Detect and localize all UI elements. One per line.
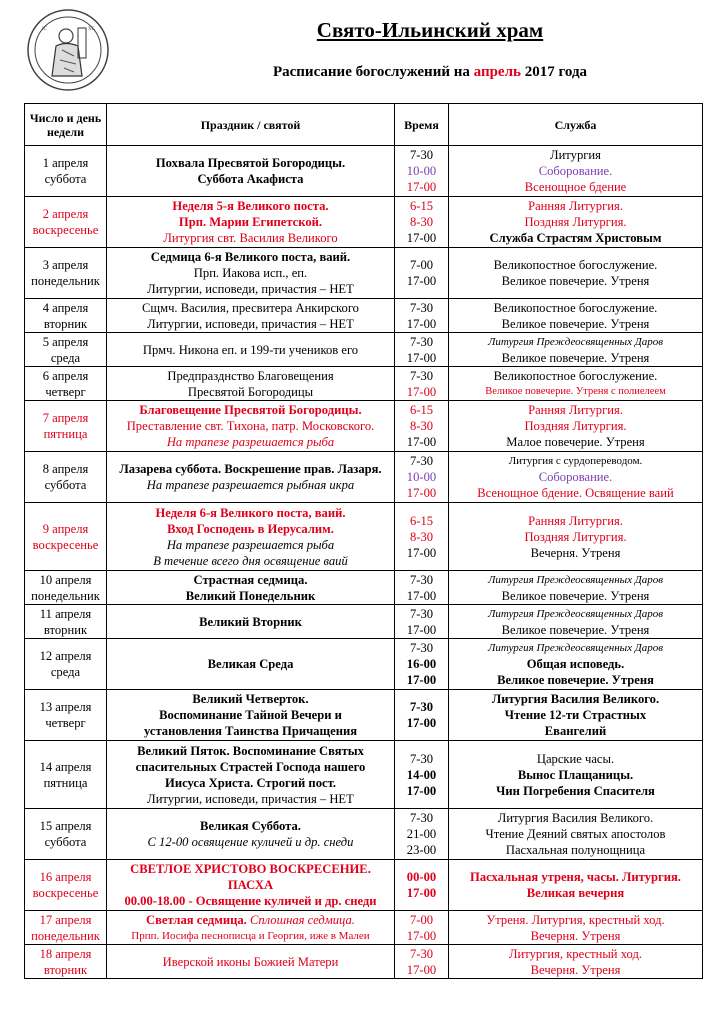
date-cell-line: 16 апреля xyxy=(39,870,92,884)
service-cell-line: Поздняя Литургия. xyxy=(524,215,627,229)
table-row xyxy=(25,248,703,299)
time-cell xyxy=(395,146,449,197)
time-cell xyxy=(395,367,449,401)
time-cell-line: 17-00 xyxy=(406,316,437,331)
service-cell-line: Великое повечерие. Утреня xyxy=(501,588,650,603)
feast-cell-line: СВЕТЛОЕ ХРИСТОВО ВОСКРЕСЕНИЕ. xyxy=(130,862,371,876)
table-row xyxy=(25,197,703,248)
time-cell-line: 17-00 xyxy=(406,545,437,560)
feast-cell xyxy=(107,690,395,741)
feast-cell-line: Иисуса Христа. Строгий пост. xyxy=(165,775,336,790)
time-cell xyxy=(395,741,449,809)
date-cell-line: понедельник xyxy=(31,588,100,603)
date-cell-line: 6 апреля xyxy=(42,368,89,383)
service-cell-line: Великое повечерие. Утреня xyxy=(501,350,650,365)
feast-cell-line: Литургии, исповеди, причастия – НЕТ xyxy=(147,316,354,331)
feast-cell-line: Великий Четверток. xyxy=(192,692,309,706)
service-cell-line: Поздняя Литургия. xyxy=(524,529,627,544)
service-cell-line: Литургия Преждеосвященных Даров xyxy=(487,642,664,654)
time-cell-line: 10-00 xyxy=(406,164,437,178)
service-cell xyxy=(449,741,703,809)
date-cell-line: 18 апреля xyxy=(39,946,92,961)
feast-cell-line: спасительных Страстей Господа нашего xyxy=(135,759,366,774)
time-cell xyxy=(395,401,449,452)
time-cell xyxy=(395,248,449,299)
time-cell-line: 7-30 xyxy=(409,334,434,349)
table-row xyxy=(25,690,703,741)
feast-cell-line: Пресвятой Богородицы xyxy=(187,384,314,399)
service-cell-line: Литургия, крестный ход. xyxy=(508,946,642,961)
date-cell-line: воскресенье xyxy=(32,537,99,552)
time-cell-line: 14-00 xyxy=(406,767,437,782)
service-cell-line: Литургия Преждеосвященных Даров xyxy=(487,335,664,348)
time-cell xyxy=(395,639,449,690)
service-cell-line: Всенощное бдение xyxy=(524,180,627,194)
feast-cell-line: Великая Среда xyxy=(207,657,294,671)
feast-cell xyxy=(107,639,395,690)
feast-cell-line: Прп. Иакова исп., еп. xyxy=(193,266,308,280)
table-row xyxy=(25,741,703,809)
table-row xyxy=(25,605,703,639)
service-cell-line: Ранняя Литургия. xyxy=(528,513,623,528)
date-cell xyxy=(25,299,107,333)
feast-cell xyxy=(107,367,395,401)
time-cell-line: 17-00 xyxy=(406,350,437,365)
time-cell-line: 7-30 xyxy=(409,572,434,587)
time-cell xyxy=(395,197,449,248)
date-cell xyxy=(25,248,107,299)
feast-cell-line: Предпразднство Благовещения xyxy=(167,368,334,383)
feast-cell-line: Иверской иконы Божией Матери xyxy=(162,954,339,969)
service-cell-line: Литургия Преждеосвященных Даров xyxy=(487,573,664,586)
feast-cell-line: На трапезе разрешается рыба xyxy=(166,537,335,552)
date-cell xyxy=(25,945,107,979)
table-row xyxy=(25,401,703,452)
table-row xyxy=(25,452,703,503)
date-cell-line: 13 апреля xyxy=(39,700,92,714)
feast-cell xyxy=(107,503,395,571)
service-cell xyxy=(449,860,703,911)
feast-cell xyxy=(107,860,395,911)
time-cell-line: 17-00 xyxy=(406,588,437,603)
feast-cell-line: Прп. Марии Египетской. xyxy=(178,215,323,229)
page-title: Свято-Ильинский храм xyxy=(316,18,544,42)
time-cell-line: 17-00 xyxy=(406,962,437,977)
service-cell-line: Литургия Василия Великого. xyxy=(497,811,654,825)
feast-cell-line: Благовещение Пресвятой Богородицы. xyxy=(139,403,362,417)
feast-cell-line: Великий Пяток. Воспоминание Святых xyxy=(137,743,364,758)
service-cell-line: Всенощное бдение. Освящение ваий xyxy=(477,486,674,500)
service-cell-line: Евангелий xyxy=(544,724,607,738)
time-cell-line: 16-00 xyxy=(406,657,437,671)
feast-cell-line: 00.00-18.00 - Освящение куличей и др. снеди xyxy=(124,894,377,908)
time-cell-line: 17-00 xyxy=(406,180,437,194)
time-cell-line: 00-00 xyxy=(406,870,437,884)
feast-cell-line: На трапезе разрешается рыба xyxy=(166,435,335,449)
time-cell xyxy=(395,605,449,639)
feast-cell-line: Прпп. Иосифа песнописца и Георгия, иже в Малеи xyxy=(131,929,370,942)
service-cell xyxy=(449,299,703,333)
service-cell-line: Литургия с сурдопереводом. xyxy=(508,455,643,467)
feast-cell-line: установления Таинства Причащения xyxy=(143,724,358,738)
time-cell-line: 17-00 xyxy=(406,435,437,449)
service-cell-line: Великопостное богослужение. xyxy=(493,300,658,315)
service-cell-line: Чтение 12-ти Страстных xyxy=(504,708,647,722)
date-cell-line: 9 апреля xyxy=(42,521,89,536)
date-cell-line: вторник xyxy=(43,622,88,637)
date-cell-line: вторник xyxy=(43,316,88,331)
service-cell-line: Литургия Василия Великого. xyxy=(491,692,660,706)
time-cell-line: 17-00 xyxy=(406,486,437,500)
table-row xyxy=(25,299,703,333)
service-cell xyxy=(449,639,703,690)
svg-text:IC: IC xyxy=(42,27,47,32)
table-row xyxy=(25,809,703,860)
time-cell-line: 17-00 xyxy=(406,886,437,900)
service-cell-line: Утреня. Литургия, крестный ход. xyxy=(486,912,665,927)
date-cell-line: 12 апреля xyxy=(39,649,92,663)
feast-cell xyxy=(107,452,395,503)
date-cell xyxy=(25,367,107,401)
time-cell-line: 6-15 xyxy=(409,513,434,528)
time-cell-line: 7-30 xyxy=(409,454,434,468)
church-seal-logo xyxy=(26,8,110,92)
date-cell-line: суббота xyxy=(44,835,87,849)
date-cell-line: 2 апреля xyxy=(42,207,89,221)
feast-cell xyxy=(107,401,395,452)
schedule-body xyxy=(25,146,703,979)
feast-cell xyxy=(107,911,395,945)
feast-cell xyxy=(107,333,395,367)
date-cell-line: 5 апреля xyxy=(42,334,89,349)
service-cell xyxy=(449,367,703,401)
time-cell-line: 17-00 xyxy=(406,622,437,637)
time-cell-line: 8-30 xyxy=(409,529,434,544)
service-cell-line: Великое повечерие. Утреня xyxy=(497,673,654,687)
time-cell-line: 8-30 xyxy=(409,215,434,229)
page-subtitle xyxy=(200,64,660,81)
date-cell xyxy=(25,809,107,860)
subtitle-prefix: Расписание богослужений на xyxy=(272,64,474,80)
time-cell-line: 17-00 xyxy=(406,783,437,798)
service-cell-line: Царские часы. xyxy=(536,751,615,766)
table-row xyxy=(25,333,703,367)
feast-cell-line: Воспоминание Тайной Вечери и xyxy=(159,708,342,722)
service-cell-line: Служба Страстям Христовым xyxy=(489,231,662,245)
time-cell-line: 8-30 xyxy=(409,419,434,433)
service-cell-line: Поздняя Литургия. xyxy=(524,419,627,433)
time-cell xyxy=(395,452,449,503)
feast-cell-line: Седмица 6-я Великого поста, ваий. xyxy=(150,250,351,264)
feast-cell-line: В течение всего дня освящение ваий xyxy=(153,553,348,568)
time-cell-line: 23-00 xyxy=(406,843,437,857)
service-cell-line: Малое повечерие. Утреня xyxy=(506,435,645,449)
service-cell xyxy=(449,911,703,945)
feast-cell-line: Неделя 5-я Великого поста. xyxy=(172,199,329,213)
time-cell-line: 17-00 xyxy=(406,673,437,687)
date-cell xyxy=(25,401,107,452)
date-cell xyxy=(25,197,107,248)
date-cell-line: 4 апреля xyxy=(42,300,89,315)
feast-cell xyxy=(107,299,395,333)
time-cell xyxy=(395,860,449,911)
service-cell xyxy=(449,401,703,452)
date-cell-line: среда xyxy=(50,350,81,365)
date-cell-line: воскресенье xyxy=(32,223,99,237)
table-row xyxy=(25,367,703,401)
date-cell xyxy=(25,605,107,639)
date-cell xyxy=(25,639,107,690)
header-time: Время xyxy=(395,104,449,146)
service-cell xyxy=(449,333,703,367)
date-cell xyxy=(25,571,107,605)
feast-cell xyxy=(107,945,395,979)
time-cell xyxy=(395,571,449,605)
date-cell-line: четверг xyxy=(45,716,86,730)
table-row xyxy=(25,571,703,605)
subtitle-month: апрель xyxy=(473,64,521,80)
service-cell xyxy=(449,452,703,503)
service-cell-line: Великое повечерие. Утреня xyxy=(501,316,650,331)
header-date: Число и день недели xyxy=(25,104,107,146)
service-cell-line: Чин Погребения Спасителя xyxy=(496,783,655,798)
date-cell-line: среда xyxy=(50,665,81,679)
feast-cell-line: Страстная седмица. xyxy=(193,572,308,587)
feast-cell-line: Преставление свт. Тихона, патр. Московского. xyxy=(126,419,375,433)
time-cell xyxy=(395,945,449,979)
time-cell-line: 7-00 xyxy=(409,258,434,272)
time-cell-line: 21-00 xyxy=(406,827,437,841)
time-cell xyxy=(395,299,449,333)
service-cell-line: Великая вечерня xyxy=(526,886,625,900)
service-cell-line: Литургия Преждеосвященных Даров xyxy=(487,607,664,620)
service-cell-line: Соборование. xyxy=(538,470,613,484)
date-cell xyxy=(25,911,107,945)
date-cell-line: 8 апреля xyxy=(42,462,89,476)
subtitle-suffix: 2017 года xyxy=(520,64,588,80)
time-cell-line: 7-30 xyxy=(409,811,434,825)
date-cell-line: 7 апреля xyxy=(42,411,89,425)
time-cell-line: 7-30 xyxy=(409,148,434,162)
feast-cell-line: Великий Понедельник xyxy=(185,588,316,603)
time-cell-line: 7-30 xyxy=(409,751,434,766)
feast-cell-line: Литургии, исповеди, причастия – НЕТ xyxy=(147,791,354,806)
feast-cell-line: Великий Вторник xyxy=(199,614,302,629)
time-cell-line: 7-00 xyxy=(409,912,434,927)
table-row xyxy=(25,945,703,979)
time-cell-line: 17-00 xyxy=(406,231,437,245)
feast-cell xyxy=(107,741,395,809)
date-cell xyxy=(25,452,107,503)
service-cell-line: Великое повечерие. Утреня xyxy=(501,274,650,288)
service-cell xyxy=(449,197,703,248)
date-cell-line: 1 апреля xyxy=(42,156,89,170)
feast-cell-line: Светлая седмица. Сплошная седмица. xyxy=(146,912,355,927)
feast-cell-line: Лазарева суббота. Воскрешение прав. Лазаря. xyxy=(119,462,382,476)
service-cell xyxy=(449,605,703,639)
feast-cell xyxy=(107,146,395,197)
date-cell-line: понедельник xyxy=(31,274,100,288)
service-cell-line: Соборование. xyxy=(538,164,613,178)
service-cell-line: Общая исповедь. xyxy=(526,657,625,671)
header-service: Служба xyxy=(449,104,703,146)
feast-cell-line: Похвала Пресвятой Богородицы. xyxy=(155,156,346,170)
time-cell xyxy=(395,809,449,860)
date-cell xyxy=(25,860,107,911)
feast-cell-line: Прмч. Никона еп. и 199-ти учеников его xyxy=(142,342,359,357)
service-cell-line: Великое повечерие. Утреня с полиелеем xyxy=(485,385,666,397)
service-cell-line: Ранняя Литургия. xyxy=(528,199,623,213)
date-cell-line: понедельник xyxy=(31,928,100,943)
service-cell xyxy=(449,690,703,741)
date-cell-line: суббота xyxy=(44,172,87,186)
date-cell xyxy=(25,333,107,367)
time-cell-line: 6-15 xyxy=(409,199,434,213)
date-cell-line: 14 апреля xyxy=(39,759,92,774)
service-cell xyxy=(449,146,703,197)
date-cell-line: 11 апреля xyxy=(39,606,92,621)
time-cell-line: 17-00 xyxy=(406,274,437,288)
service-cell-line: Вечерня. Утреня xyxy=(530,928,621,943)
service-cell xyxy=(449,809,703,860)
service-cell-line: Литургия xyxy=(550,148,601,162)
date-cell-line: 17 апреля xyxy=(39,912,92,927)
date-cell xyxy=(25,741,107,809)
time-cell-line: 7-30 xyxy=(409,606,434,621)
service-cell-line: Пасхальная утреня, часы. Литургия. xyxy=(470,870,681,884)
feast-cell-line: На трапезе разрешается рыбная икра xyxy=(146,478,355,492)
date-cell-line: 15 апреля xyxy=(39,819,92,833)
feast-cell-line: Вход Господень в Иерусалим. xyxy=(167,521,334,536)
service-cell-line: Вечерня. Утреня xyxy=(530,962,621,977)
service-cell-line: Великое повечерие. Утреня xyxy=(501,622,650,637)
table-row xyxy=(25,911,703,945)
date-cell-line: пятница xyxy=(43,775,88,790)
schedule-table xyxy=(24,103,703,979)
feast-cell xyxy=(107,809,395,860)
time-cell xyxy=(395,690,449,741)
time-cell-line: 7-30 xyxy=(409,300,434,315)
table-row xyxy=(25,146,703,197)
date-cell-line: воскресенье xyxy=(32,886,99,900)
service-cell-line: Вынос Плащаницы. xyxy=(517,767,634,782)
time-cell-line: 7-30 xyxy=(409,946,434,961)
table-row xyxy=(25,503,703,571)
feast-cell xyxy=(107,571,395,605)
service-cell-line: Пасхальная полунощница xyxy=(505,843,646,857)
service-cell xyxy=(449,503,703,571)
feast-cell xyxy=(107,605,395,639)
time-cell-line: 17-00 xyxy=(406,384,437,399)
time-cell-line: 7-30 xyxy=(409,700,434,714)
time-cell-line: 17-00 xyxy=(406,716,437,730)
feast-cell-line: Неделя 6-я Великого поста, ваий. xyxy=(155,505,346,520)
table-header-row xyxy=(25,104,703,146)
time-cell-line: 6-15 xyxy=(409,403,434,417)
time-cell-line: 17-00 xyxy=(406,928,437,943)
date-cell-line: суббота xyxy=(44,478,87,492)
date-cell-line: пятница xyxy=(43,427,88,441)
time-cell xyxy=(395,333,449,367)
date-cell-line: 10 апреля xyxy=(39,572,92,587)
service-cell-line: Ранняя Литургия. xyxy=(528,403,623,417)
date-cell xyxy=(25,146,107,197)
feast-cell-line: Суббота Акафиста xyxy=(197,172,304,186)
feast-cell-line: С 12-00 освящение куличей и др. снеди xyxy=(147,835,354,849)
feast-cell-line: Литургия свт. Василия Великого xyxy=(163,231,338,245)
time-cell xyxy=(395,503,449,571)
feast-cell-line: Литургии, исповеди, причастия – НЕТ xyxy=(147,282,354,296)
time-cell-line: 7-30 xyxy=(409,641,434,655)
date-cell xyxy=(25,690,107,741)
feast-cell-line: Сщмч. Василия, пресвитера Анкирского xyxy=(142,300,359,315)
service-cell-line: Великопостное богослужение. xyxy=(493,368,658,383)
date-cell xyxy=(25,503,107,571)
service-cell xyxy=(449,571,703,605)
feast-cell xyxy=(107,248,395,299)
feast-cell xyxy=(107,197,395,248)
service-cell-line: Великопостное богослужение. xyxy=(493,258,658,272)
service-cell-line: Чтение Деяний святых апостолов xyxy=(485,827,666,841)
feast-cell-line: ПАСХА xyxy=(227,878,274,892)
table-row xyxy=(25,860,703,911)
service-cell xyxy=(449,945,703,979)
time-cell-line: 7-30 xyxy=(409,368,434,383)
time-cell-line: 10-00 xyxy=(406,470,437,484)
feast-cell-line: Великая Суббота. xyxy=(200,819,301,833)
svg-text:XC: XC xyxy=(88,27,95,32)
header-feast: Праздник / святой xyxy=(107,104,395,146)
service-cell xyxy=(449,248,703,299)
date-cell-line: четверг xyxy=(45,384,86,399)
date-cell-line: вторник xyxy=(43,962,88,977)
date-cell-line: 3 апреля xyxy=(42,258,89,272)
service-cell-line: Вечерня. Утреня xyxy=(530,545,621,560)
table-row xyxy=(25,639,703,690)
time-cell xyxy=(395,911,449,945)
